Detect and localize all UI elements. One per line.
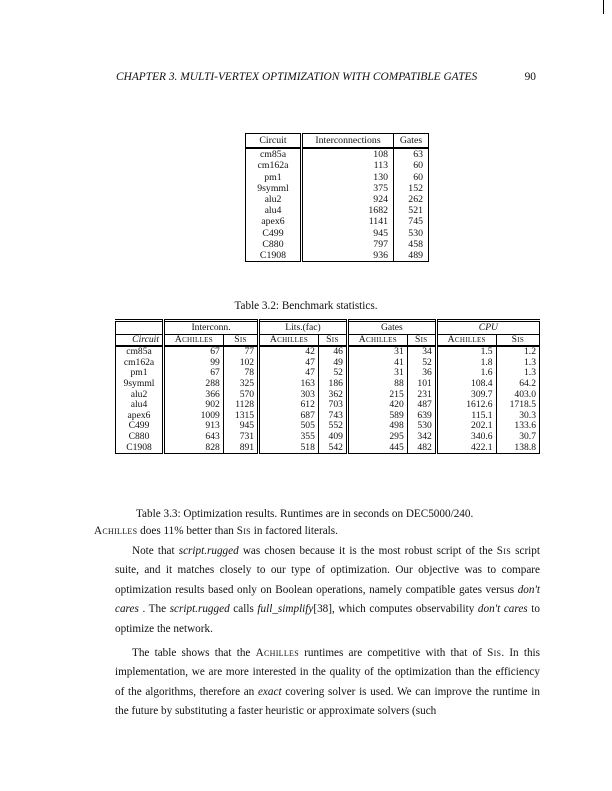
table-cell: 362 bbox=[318, 390, 347, 401]
table-cell: 936 bbox=[302, 250, 394, 262]
table-cell: 924 bbox=[302, 194, 394, 205]
group-header-lits: Lits.(fac) bbox=[259, 321, 348, 335]
sub-header-sis: Sis bbox=[407, 334, 436, 346]
table-cell: cm85a bbox=[116, 346, 164, 358]
table-row bbox=[116, 379, 540, 390]
script-name: script.rugged bbox=[178, 544, 239, 557]
table-row bbox=[116, 443, 540, 454]
chapter-title: CHAPTER 3. MULTI-VERTEX OPTIMIZATION WITH COMPATIBLE GATES bbox=[116, 71, 478, 83]
table-cell: 9symml bbox=[246, 183, 302, 194]
table-cell: 101 bbox=[407, 379, 436, 390]
group-header-gates: Gates bbox=[347, 321, 436, 335]
text-run: was chosen because it is the most robust script of the bbox=[238, 544, 497, 557]
table-cell: 64.2 bbox=[519, 377, 536, 389]
table-cell: cm162a bbox=[246, 160, 302, 171]
table-cell: 41 bbox=[347, 358, 407, 369]
table-cell: C1908 bbox=[116, 443, 164, 454]
paragraph-1 bbox=[115, 542, 540, 640]
table-cell: 78 bbox=[223, 368, 258, 379]
table-cell: 31 bbox=[347, 368, 407, 379]
table-cell: 1141 bbox=[302, 216, 394, 227]
table-cell: 342 bbox=[407, 432, 436, 443]
table-cell: alu4 bbox=[246, 205, 302, 216]
table-row bbox=[246, 216, 429, 227]
group-header-interconn: Interconn. bbox=[164, 321, 259, 335]
table-cell: 133.6 bbox=[514, 420, 536, 432]
sis-name: Sis bbox=[496, 544, 512, 557]
table-cell: 88 bbox=[347, 379, 407, 390]
sis-name: Sis bbox=[487, 646, 502, 659]
table-row bbox=[246, 148, 429, 160]
sub-header-sis: Sis bbox=[223, 334, 258, 346]
table-cell: 1612.6 bbox=[436, 400, 496, 411]
table-cell: 34 bbox=[407, 346, 436, 358]
table-cell: 1682 bbox=[302, 205, 394, 216]
table-cell: 108 bbox=[302, 148, 394, 160]
column-header-interconnections: Interconnections bbox=[302, 134, 394, 149]
table-row bbox=[116, 358, 540, 369]
table-cell: 1718.5 bbox=[509, 399, 536, 411]
sub-header-sis: Sis bbox=[318, 334, 347, 346]
table-cell: 482 bbox=[407, 443, 436, 454]
table-cell: 612 bbox=[259, 400, 319, 411]
table-cell: alu2 bbox=[116, 390, 164, 401]
sub-header-circuit: Circuit bbox=[116, 334, 164, 346]
table-cell: 1.3 bbox=[524, 367, 536, 379]
table-cell: 108.4 bbox=[436, 379, 496, 390]
table-row bbox=[246, 250, 429, 262]
table-cell: 325 bbox=[223, 379, 258, 390]
table-cell: 30.7 bbox=[519, 430, 536, 442]
table-cell: 945 bbox=[223, 421, 258, 432]
table-cell: 570 bbox=[223, 390, 258, 401]
table-cell: 262 bbox=[408, 194, 423, 206]
table-cell: 215 bbox=[347, 390, 407, 401]
table-cell: alu4 bbox=[116, 400, 164, 411]
table-row bbox=[246, 194, 429, 205]
table-cell: 1128 bbox=[223, 400, 258, 411]
table-cell: 1.3 bbox=[524, 356, 536, 368]
table-row bbox=[246, 172, 429, 183]
group-header-cpu: CPU bbox=[478, 322, 498, 333]
table-cell: C499 bbox=[246, 228, 302, 239]
table-row bbox=[116, 346, 540, 358]
table-cell: 375 bbox=[302, 183, 394, 194]
table-cell: 138.8 bbox=[514, 441, 536, 453]
table-cell: 67 bbox=[164, 346, 224, 358]
table-header-row bbox=[246, 134, 429, 149]
table-cell: 30.3 bbox=[519, 409, 536, 421]
text-run: [38], which computes observability bbox=[313, 603, 478, 616]
group-header-row bbox=[116, 321, 540, 335]
sub-header-row bbox=[116, 334, 540, 346]
table-cell: 505 bbox=[259, 421, 319, 432]
table-cell: 458 bbox=[408, 238, 423, 250]
function-name: full_simplify bbox=[257, 603, 314, 616]
table-cell: 31 bbox=[347, 346, 407, 358]
sis-name: Sis bbox=[236, 525, 251, 537]
table-cell: C880 bbox=[116, 432, 164, 443]
sub-header-achilles: Achilles bbox=[347, 334, 407, 346]
table-row bbox=[246, 183, 429, 194]
benchmark-statistics-table bbox=[245, 133, 429, 262]
table-cell: 828 bbox=[164, 443, 224, 454]
table-cell: 687 bbox=[259, 411, 319, 422]
table-cell: 643 bbox=[164, 432, 224, 443]
page-edge-mark bbox=[603, 0, 604, 14]
table-cell: apex6 bbox=[246, 216, 302, 227]
table-cell: 745 bbox=[408, 216, 423, 228]
table-cell: 703 bbox=[318, 400, 347, 411]
table-cell: 489 bbox=[408, 250, 423, 262]
sub-header-achilles: Achilles bbox=[164, 334, 224, 346]
caption-text: does 11% better than bbox=[137, 525, 237, 537]
text-run: The table shows that the bbox=[132, 646, 256, 659]
sub-header-achilles: Achilles bbox=[259, 334, 319, 346]
table-3-2-caption: Table 3.2: Benchmark statistics. bbox=[234, 300, 378, 312]
text-run: runtimes are competitive with that of bbox=[298, 646, 488, 659]
table-cell: 542 bbox=[318, 443, 347, 454]
text-run: calls bbox=[229, 603, 258, 616]
paragraph-2 bbox=[115, 644, 540, 722]
table-cell: 518 bbox=[259, 443, 319, 454]
sub-header-sis: Sis bbox=[496, 334, 539, 346]
table-cell: 49 bbox=[318, 358, 347, 369]
script-name: script.rugged bbox=[169, 603, 230, 616]
text-run: . The bbox=[138, 603, 170, 616]
text-run: script suite, and it matches closely to our type of optimization. Our objective was to compare optimization results based only on Boolean operations, namely compatible gates versus bbox=[115, 544, 540, 596]
table-cell: 530 bbox=[407, 421, 436, 432]
table-cell: 1.6 bbox=[436, 368, 496, 379]
achilles-name: Achilles bbox=[94, 525, 138, 537]
table-cell: alu2 bbox=[246, 194, 302, 205]
caption-line-1: Table 3.3: Optimization results. Runtimes are in seconds on DEC5000/240. bbox=[136, 508, 474, 520]
emphasis: don't cares bbox=[115, 583, 540, 616]
table-cell: 913 bbox=[164, 421, 224, 432]
table-cell: 42 bbox=[259, 346, 319, 358]
table-cell: C880 bbox=[246, 239, 302, 250]
caption-text: in factored literals. bbox=[250, 525, 338, 537]
table-cell: 60 bbox=[413, 171, 423, 183]
table-cell: 891 bbox=[223, 443, 258, 454]
table-cell: 521 bbox=[408, 205, 423, 217]
table-cell: 422.1 bbox=[436, 443, 496, 454]
table-cell: 409 bbox=[318, 432, 347, 443]
column-header-circuit: Circuit bbox=[246, 134, 302, 149]
table-cell: 288 bbox=[164, 379, 224, 390]
table-row bbox=[246, 205, 429, 216]
text-run: covering solver is used. We can improve the runtime in the future by substituting a faster heuristic or approximate solvers (such bbox=[115, 685, 540, 718]
table-cell: 9symml bbox=[116, 379, 164, 390]
table-cell: pm1 bbox=[246, 172, 302, 183]
table-cell: 445 bbox=[347, 443, 407, 454]
table-cell: 36 bbox=[407, 368, 436, 379]
column-header-gates: Gates bbox=[394, 134, 429, 149]
table-cell: pm1 bbox=[116, 368, 164, 379]
table-cell: 231 bbox=[407, 390, 436, 401]
table-cell: 202.1 bbox=[436, 421, 496, 432]
table-row bbox=[246, 239, 429, 250]
table-cell: 163 bbox=[259, 379, 319, 390]
table-cell: 487 bbox=[407, 400, 436, 411]
table-cell: 1.8 bbox=[436, 358, 496, 369]
table-cell: 498 bbox=[347, 421, 407, 432]
table-cell: 47 bbox=[259, 358, 319, 369]
table-cell: 295 bbox=[347, 432, 407, 443]
table-cell: 46 bbox=[318, 346, 347, 358]
table-cell: 589 bbox=[347, 411, 407, 422]
emphasis: exact bbox=[257, 685, 282, 698]
table-cell: 366 bbox=[164, 390, 224, 401]
table-row bbox=[116, 432, 540, 443]
table-cell: 303 bbox=[259, 390, 319, 401]
table-cell: 47 bbox=[259, 368, 319, 379]
table-cell: 63 bbox=[413, 149, 423, 161]
table-cell: 797 bbox=[302, 239, 394, 250]
table-3-3-caption bbox=[136, 505, 473, 523]
table-cell: 113 bbox=[302, 160, 394, 171]
achilles-name: Achilles bbox=[255, 646, 299, 659]
table-cell: 77 bbox=[223, 346, 258, 358]
table-cell: 186 bbox=[318, 379, 347, 390]
table-cell: 340.6 bbox=[436, 432, 496, 443]
caption-line-2 bbox=[94, 522, 540, 542]
page-number: 90 bbox=[524, 71, 536, 83]
table-cell: 639 bbox=[407, 411, 436, 422]
table-cell: 67 bbox=[164, 368, 224, 379]
table-cell: 902 bbox=[164, 400, 224, 411]
table-cell: 1315 bbox=[223, 411, 258, 422]
running-header bbox=[116, 71, 536, 83]
text-run: to optimize the network. bbox=[115, 603, 540, 635]
table-cell: 731 bbox=[223, 432, 258, 443]
table-cell: 309.7 bbox=[436, 390, 496, 401]
table-cell: 355 bbox=[259, 432, 319, 443]
table-cell: 945 bbox=[302, 228, 394, 239]
table-cell: 1.5 bbox=[436, 346, 496, 358]
table-cell: 99 bbox=[164, 358, 224, 369]
table-cell: 1009 bbox=[164, 411, 224, 422]
table-cell: C1908 bbox=[246, 250, 302, 262]
table-cell: 530 bbox=[408, 227, 423, 239]
table-cell: 60 bbox=[413, 160, 423, 172]
table-cell: cm85a bbox=[246, 148, 302, 160]
table-cell: 115.1 bbox=[436, 411, 496, 422]
table-cell: apex6 bbox=[116, 411, 164, 422]
table-cell: 52 bbox=[407, 358, 436, 369]
table-cell: 403.0 bbox=[514, 388, 536, 400]
table-cell: 552 bbox=[318, 421, 347, 432]
text-run: Note that bbox=[132, 544, 179, 557]
table-row bbox=[246, 160, 429, 171]
table-cell: 420 bbox=[347, 400, 407, 411]
table-cell: 743 bbox=[318, 411, 347, 422]
table-cell: 130 bbox=[302, 172, 394, 183]
table-cell: 152 bbox=[408, 182, 423, 194]
table-cell: cm162a bbox=[116, 358, 164, 369]
group-header-blank bbox=[116, 321, 164, 335]
emphasis: don't cares bbox=[477, 603, 528, 616]
sub-header-achilles: Achilles bbox=[436, 334, 496, 346]
table-cell: 1.2 bbox=[524, 346, 536, 358]
optimization-results-table bbox=[115, 319, 540, 454]
table-cell: 52 bbox=[318, 368, 347, 379]
table-cell: 102 bbox=[223, 358, 258, 369]
text-run: . In this implementation, we are more interested in the quality of the optimization than the efficiency of the algorithms, therefore an bbox=[115, 646, 541, 698]
body-text bbox=[94, 522, 541, 722]
table-row bbox=[246, 228, 429, 239]
table-cell: C499 bbox=[116, 421, 164, 432]
